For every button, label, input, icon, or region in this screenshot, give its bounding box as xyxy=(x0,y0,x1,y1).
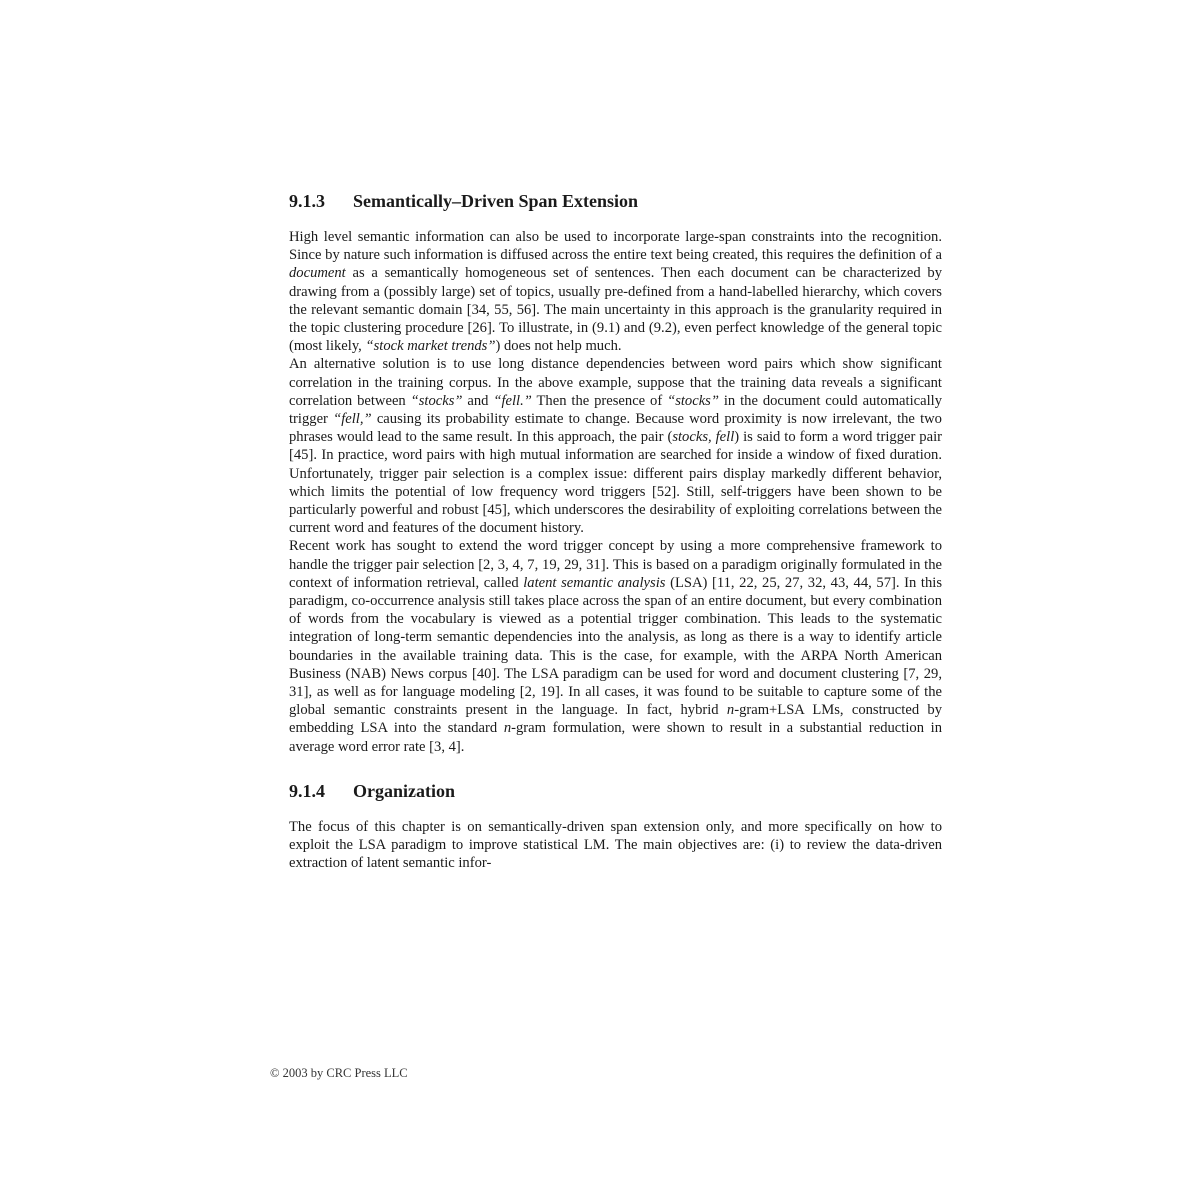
italic-text: stocks, fell xyxy=(672,429,735,446)
text-run: An alternative solution is to use long distance dependencies between word pairs which show significant correlation in the training corpus. In the above example, suppose that the training data reveals a significant correlation between xyxy=(289,356,942,409)
section-body xyxy=(289,228,942,756)
paragraph xyxy=(289,818,942,873)
italic-text: “stock market trends” xyxy=(365,338,496,355)
section-9-1-4 xyxy=(289,780,942,873)
text-run: as a semantically homogeneous set of sentences. Then each document can be characterized by drawing from a (possibly large) set of topics, usually pre-defined from a hand-labelled hierarchy, which covers the relevant semantic domain [34, 55, 56]. The main uncertainty in this approach is the granularity required in the topic clustering procedure [26]. To illustrate, in (9.1) and (9.2), even perfect knowledge of the general topic (most likely, xyxy=(289,265,942,355)
text-run: ) is said to form a word trigger pair [45]. In practice, word pairs with high mutual information are searched for inside a window of fixed duration. Unfortunately, trigger pair selection is a complex issue: different pairs display markedly different behavior, which limits the potential of low frequency word triggers [52]. Still, self-triggers have been shown to be particularly powerful and robust [45], which underscores the desirability of exploiting correlations between the current word and features of the document history. xyxy=(289,429,942,537)
text-run: (LSA) [11, 22, 25, 27, 32, 43, 44, 57]. In this paradigm, co-occurrence analysis still takes place across the span of an entire document, but every combination of words from the vocabulary is viewed as a potential trigger combination. This leads to the systematic integration of long-term semantic dependencies into the analysis, as long as there is a way to identify article boundaries in the available training data. This is the case, for example, with the ARPA North American Business (NAB) News corpus [40]. The LSA paradigm can be used for word and document clustering [7, 29, 31], as well as for language modeling [2, 19]. In all cases, it was found to be suitable to capture some of the global semantic constraints present in the language. In fact, hybrid xyxy=(289,574,942,719)
text-run: in the document could automatically trigger xyxy=(289,392,942,428)
section-body xyxy=(289,818,942,873)
section-title: Organization xyxy=(353,780,455,801)
text-run: ) does not help much. xyxy=(495,338,622,355)
section-heading xyxy=(289,780,942,802)
italic-text: “fell.” xyxy=(493,392,532,409)
italic-text: latent semantic analysis xyxy=(523,574,666,591)
text-run: -gram formulation, were shown to result in a substantial reduction in average word error rate [3, 4]. xyxy=(289,720,942,755)
text-run: High level semantic information can also be used to incorporate large-span constraints into the recognition. Since by nature such information is diffused across the entire text being created, this requires the definition of a xyxy=(289,229,942,264)
italic-text: “fell,” xyxy=(333,411,372,428)
text-run: Then the presence of xyxy=(531,392,668,409)
paragraph xyxy=(289,228,942,355)
text-run: -gram+LSA LMs, constructed by embedding LSA into the standard xyxy=(289,702,942,737)
section-9-1-3 xyxy=(289,190,942,756)
italic-text: “stocks” xyxy=(410,392,463,409)
copyright-footer: © 2003 by CRC Press LLC xyxy=(270,1066,408,1080)
text-run: Recent work has sought to extend the word trigger concept by using a more comprehensive framework to handle the trigger pair selection [2, 3, 4, 7, 19, 29, 31]. This is based on a paradigm originally formulated in the context of information retrieval, called xyxy=(289,538,942,591)
section-number: 9.1.4 xyxy=(289,780,325,801)
section-title: Semantically–Driven Span Extension xyxy=(353,191,639,211)
page-body xyxy=(289,190,942,873)
text-run: The focus of this chapter is on semantically-driven span extension only, and more specifically on how to exploit the LSA paradigm to improve statistical LM. The main objectives are: (i) to review the data-driven extraction of latent semantic infor- xyxy=(289,818,942,872)
italic-text: n xyxy=(503,720,512,737)
text-run: causing its probability estimate to change. Because word proximity is now irrelevant, the two phrases would lead to the same result. In this approach, the pair ( xyxy=(289,411,942,446)
italic-text: n xyxy=(726,702,735,719)
text-run: and xyxy=(462,392,494,409)
section-heading xyxy=(289,190,942,212)
paragraph xyxy=(289,537,942,755)
section-number: 9.1.3 xyxy=(289,191,325,211)
paragraph xyxy=(289,355,942,537)
italic-text: “stocks” xyxy=(667,392,719,409)
italic-text: document xyxy=(289,265,346,282)
